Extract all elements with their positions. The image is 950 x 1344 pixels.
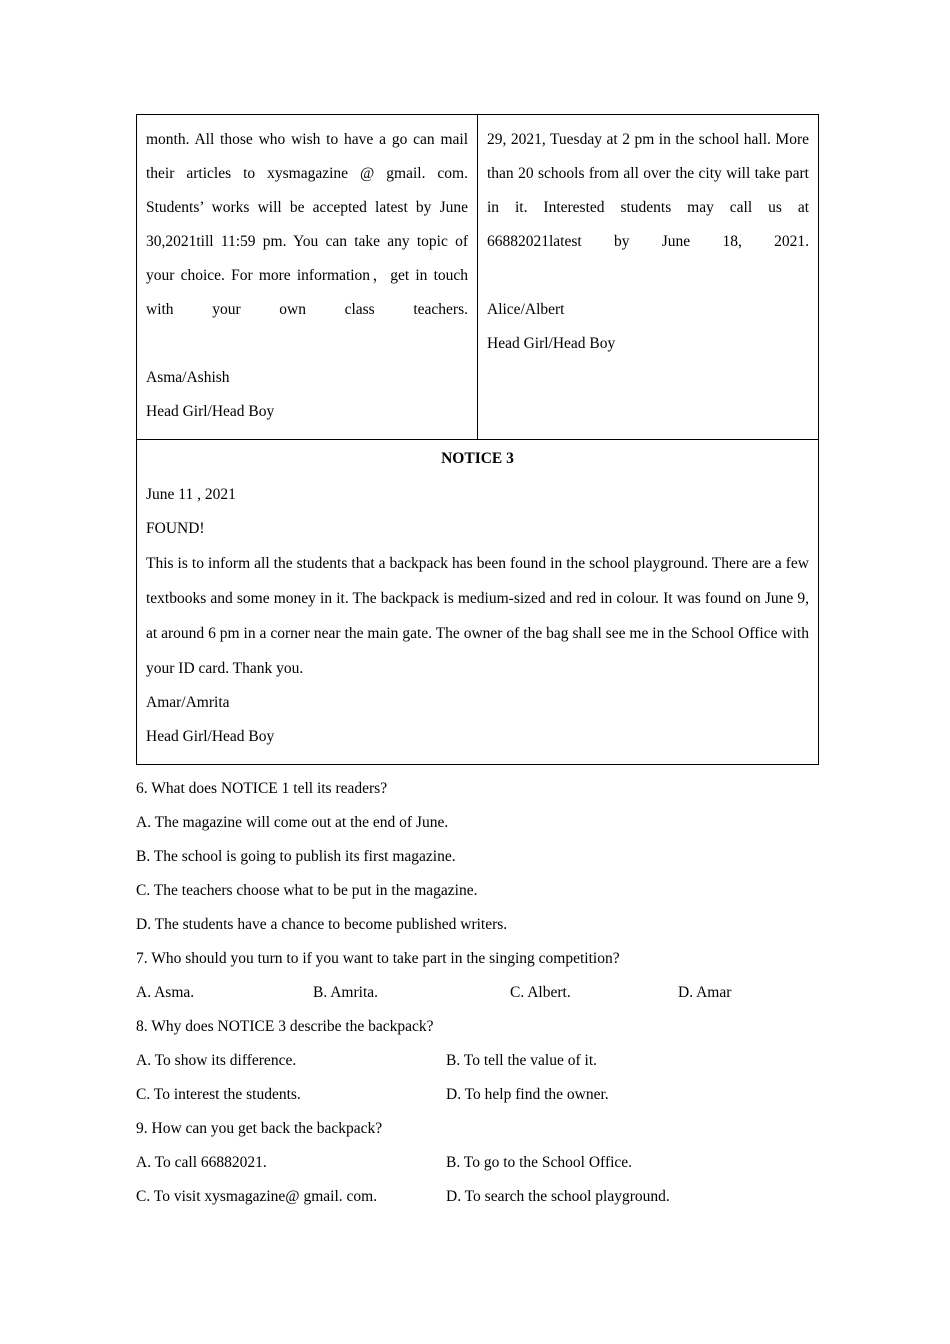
notice-3-content bbox=[137, 440, 818, 764]
notice-row-bottom bbox=[137, 440, 819, 765]
notice-1-content bbox=[137, 115, 477, 439]
question-7-option-c[interactable]: C. Albert. bbox=[510, 984, 571, 1001]
notice-3-signature-title: Head Girl/Head Boy bbox=[146, 728, 275, 745]
question-6-option-c[interactable]: C. The teachers choose what to be put in the magazine. bbox=[136, 882, 478, 899]
question-7-option-d[interactable]: D. Amar bbox=[678, 984, 732, 1001]
question-7-option-b[interactable]: B. Amrita. bbox=[313, 984, 379, 1001]
notice-row-top bbox=[137, 115, 819, 440]
notice-1-cell bbox=[137, 115, 478, 440]
question-9-stem: 9. How can you get back the backpack? bbox=[136, 1120, 383, 1137]
question-9-option-d[interactable]: D. To search the school playground. bbox=[446, 1188, 670, 1205]
notice-3-signature-name: Amar/Amrita bbox=[146, 694, 230, 711]
question-9-options-row-1 bbox=[136, 1146, 836, 1180]
question-8-option-d[interactable]: D. To help find the owner. bbox=[446, 1086, 609, 1103]
notice-3-title: NOTICE 3 bbox=[441, 450, 514, 467]
question-list bbox=[136, 772, 836, 1214]
question-6-option-d[interactable]: D. The students have a chance to become published writers. bbox=[136, 916, 508, 933]
notice-1-paragraph: month. All those who wish to have a go can mail their articles to xysmagazine @ gmail. com. Students’ works will be accepted latest by June 30,2021till 11:59 pm. You can take any topic of your choice. For more information，get in touch with your own class teachers. bbox=[146, 131, 468, 318]
question-7-option-a[interactable]: A. Asma. bbox=[136, 984, 195, 1001]
question-8-stem: 8. Why does NOTICE 3 describe the backpack? bbox=[136, 1018, 434, 1035]
question-6-stem: 6. What does NOTICE 1 tell its readers? bbox=[136, 780, 388, 797]
notice-2-content bbox=[478, 115, 818, 371]
question-6-option-a[interactable]: A. The magazine will come out at the end of June. bbox=[136, 814, 449, 831]
question-7-stem: 7. Who should you turn to if you want to take part in the singing competition? bbox=[136, 950, 620, 967]
question-9-option-b[interactable]: B. To go to the School Office. bbox=[446, 1154, 633, 1171]
question-7-options bbox=[136, 976, 836, 1010]
notice-table bbox=[136, 114, 819, 765]
question-8-options-row-1 bbox=[136, 1044, 836, 1078]
notice-3-cell bbox=[137, 440, 819, 765]
notice-3-date: June 11 , 2021 bbox=[146, 486, 236, 503]
notice-2-signature-title: Head Girl/Head Boy bbox=[487, 335, 616, 352]
notice-2-paragraph: 29, 2021, Tuesday at 2 pm in the school hall. More than 20 schools from all over the city will take part in it. Interested students may call us at 66882021latest by June 18, 2021. bbox=[487, 131, 809, 250]
question-8-option-c[interactable]: C. To interest the students. bbox=[136, 1086, 301, 1103]
question-8-option-a[interactable]: A. To show its difference. bbox=[136, 1052, 297, 1069]
notice-3-heading: FOUND! bbox=[146, 520, 205, 537]
notice-1-signature-name: Asma/Ashish bbox=[146, 369, 230, 386]
question-9-options-row-2 bbox=[136, 1180, 836, 1214]
notice-1-signature-title: Head Girl/Head Boy bbox=[146, 403, 275, 420]
question-9-option-a[interactable]: A. To call 66882021. bbox=[136, 1154, 267, 1171]
question-6-option-b[interactable]: B. The school is going to publish its first magazine. bbox=[136, 848, 456, 865]
notice-2-cell bbox=[478, 115, 819, 440]
question-8-option-b[interactable]: B. To tell the value of it. bbox=[446, 1052, 598, 1069]
question-8-options-row-2 bbox=[136, 1078, 836, 1112]
notice-2-signature-name: Alice/Albert bbox=[487, 301, 565, 318]
question-9-option-c[interactable]: C. To visit xysmagazine@ gmail. com. bbox=[136, 1188, 378, 1205]
notice-3-body: This is to inform all the students that a backpack has been found in the school playground. There are a few textbooks and some money in it. The backpack is medium-sized and red in colour. It was found on June 9, at around 6 pm in a corner near the main gate. The owner of the bag shall see me in the School Office with your ID card. Thank you. bbox=[146, 555, 809, 677]
